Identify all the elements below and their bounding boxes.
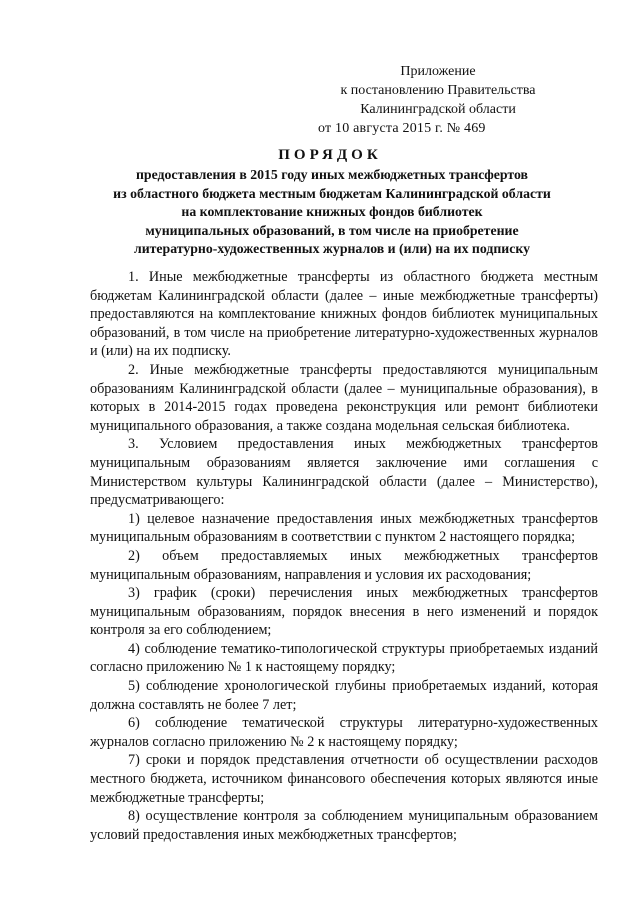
subtitle-line: муниципальных образований, в том числе на приобретение bbox=[145, 222, 519, 238]
list-item-5: 5) соблюдение хронологической глубины приобретаемых изданий, которая должна составлять не более 7 лет; bbox=[90, 678, 598, 713]
appendix-date-number: от 10 августа 2015 г. № 469 bbox=[318, 121, 486, 136]
list-item-4: 4) соблюдение тематико-типологической структуры приобретаемых изданий согласно приложению № 1 к настоящему порядку; bbox=[90, 640, 598, 676]
list-item-1: 1) целевое назначение предоставления иных межбюджетных трансфертов муниципальным образованиям в соответствии с пунктом 2 настоящего порядка; bbox=[90, 510, 598, 546]
list-item-8: 8) осуществление контроля за соблюдением муниципальным образованием условий предоставления иных межбюджетных трансфертов; bbox=[90, 808, 598, 843]
paragraph-3: 3. Условием предоставления иных межбюджетных трансфертов муниципальным образованиям является заключение ими соглашения с Министерством культуры Калининградской области (далее – Министерство), предусматривающего: bbox=[90, 436, 598, 509]
appendix-resolution: к постановлению Правительства bbox=[340, 83, 536, 98]
subtitle-line: на комплектование книжных фондов библиотек bbox=[181, 204, 483, 220]
subtitle-line: предоставления в 2015 году иных межбюджетных трансфертов bbox=[135, 167, 528, 182]
appendix-region: Калининградской области bbox=[360, 102, 516, 117]
subtitle-line: литературно-художественных журналов и (или) на их подписку bbox=[133, 241, 531, 257]
document-title: ПОРЯДОК bbox=[278, 147, 382, 163]
list-item-2: 2) объем предоставляемых иных межбюджетных трансфертов муниципальным образованиям, направления и условия их расходования; bbox=[90, 547, 598, 583]
paragraph-2: 2. Иные межбюджетные трансферты предоставляются муниципальным образованиям Калининградской области (далее – муниципальные образования), в которых в 2014-2015 годах проведена реконструкция или ремонт библиотеки муниципального образования, а также создана модельная сельская библиотека. bbox=[90, 361, 598, 434]
document-subtitle bbox=[82, 166, 582, 259]
appendix-header bbox=[318, 62, 558, 138]
list-item-3: 3) график (сроки) перечисления иных межбюджетных трансфертов муниципальным образованиям, порядок внесения в него изменений и порядок контроля за его соблюдением; bbox=[90, 585, 598, 639]
list-item-7: 7) сроки и порядок представления отчетности об осуществлении расходов местного бюджета, источником финансового обеспечения которых являются иные межбюджетные трансферты; bbox=[90, 752, 598, 806]
document-body bbox=[90, 268, 598, 844]
subtitle-line: из областного бюджета местным бюджетам Калининградской области bbox=[113, 185, 551, 201]
appendix-label: Приложение bbox=[400, 64, 476, 79]
paragraph-1: 1. Иные межбюджетные трансферты из областного бюджета местным бюджетам Калининградской области (далее – иные межбюджетные трансферты) предоставляются на комплектование книжных фондов библиотек муниципальных образований, в том числе на приобретение литературно-художественных журналов и (или) на их подписку. bbox=[90, 269, 598, 360]
list-item-6: 6) соблюдение тематической структуры литературно-художественных журналов согласно приложению № 2 к настоящему порядку; bbox=[90, 715, 598, 750]
